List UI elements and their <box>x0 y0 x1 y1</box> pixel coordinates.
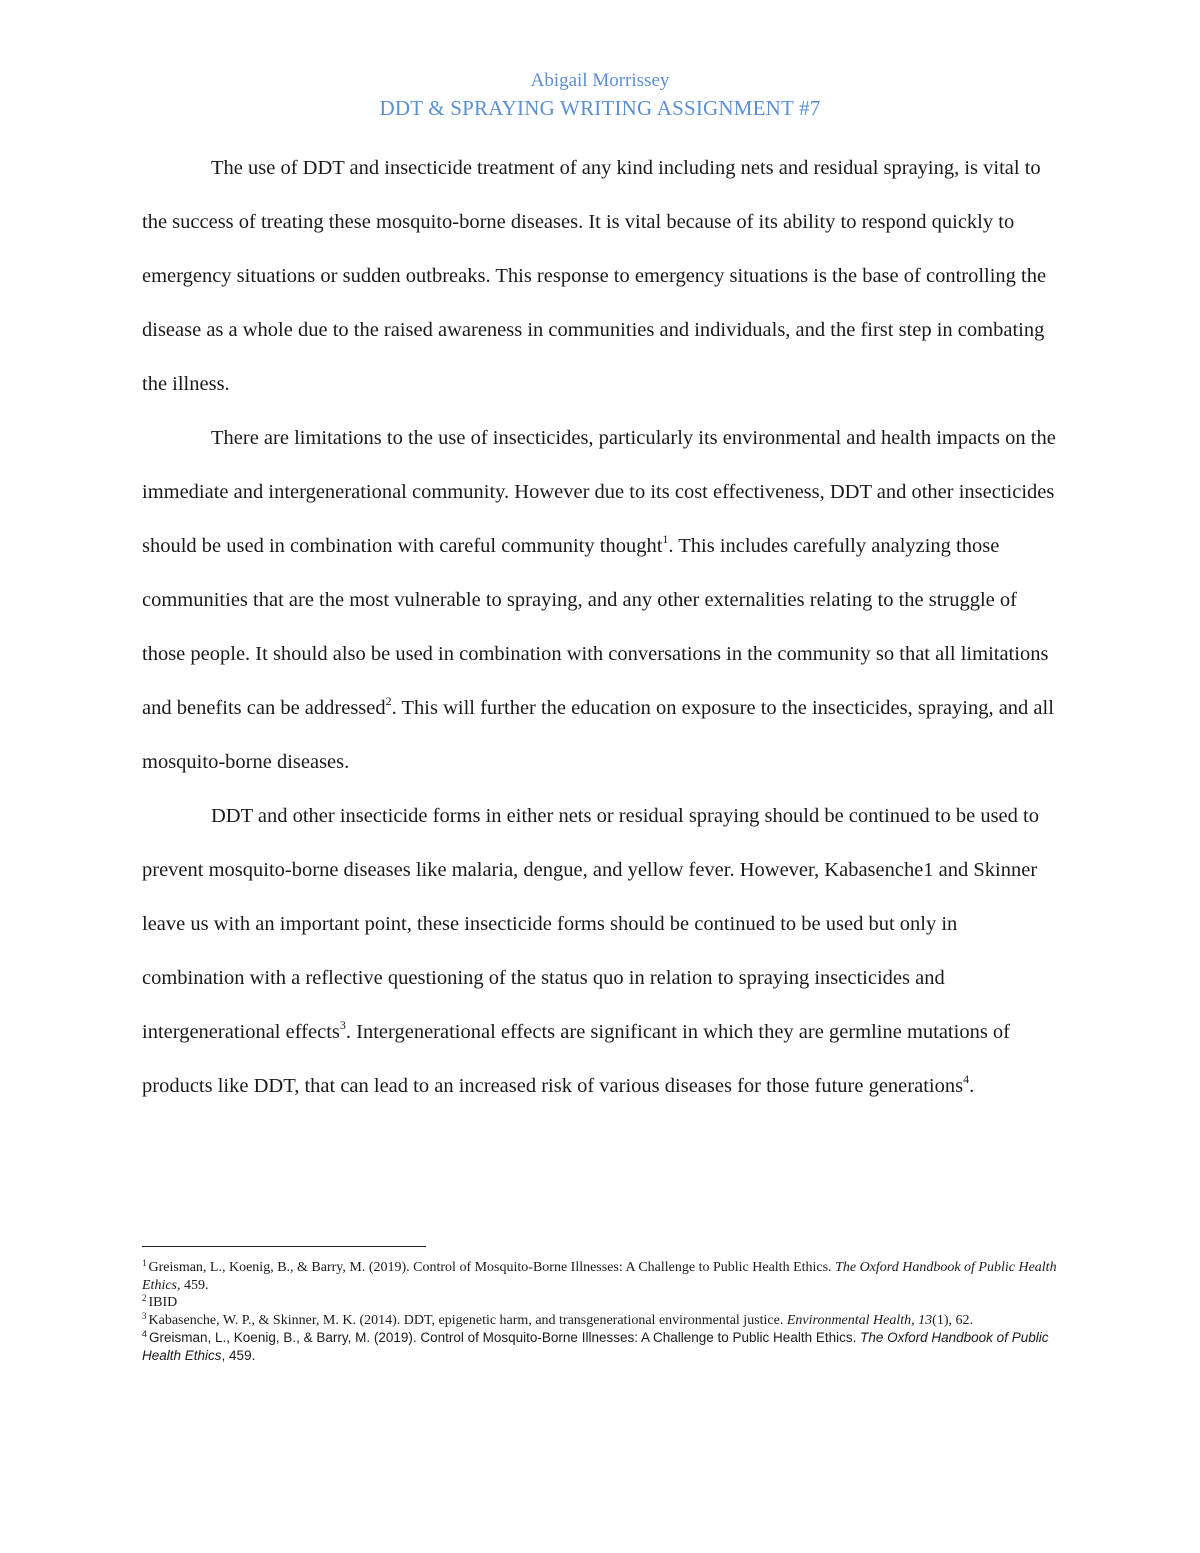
footnote-mark: 3 <box>142 1310 147 1321</box>
footnote-mark: 2 <box>142 1293 147 1303</box>
footnote-2 <box>142 1294 1062 1312</box>
paragraph-1 <box>142 141 1062 411</box>
paragraph-text: . This includes carefully analyzing those communities that are the most vulnerable to spraying, and any other externalities relating to the struggle of those people. It should also be used in combination with conversations in the community so that all limitations and benefits can be addressed <box>142 535 1049 719</box>
paragraph-text: . <box>969 1075 975 1097</box>
footnote-1 <box>142 1259 1062 1294</box>
paragraph-text: The use of DDT and insecticide treatment of any kind including nets and residual spraying, is vital to the success of treating these mosquito-borne diseases. It is vital because of its ability to respond quickly to emergency situations or sudden outbreaks. This response to emergency situations is the base of controlling the disease as a whole due to the raised awareness in communities and individuals, and the first step in combating the illness. <box>142 157 1047 395</box>
footnote-text: Kabasenche, W. P., & Skinner, M. K. (2014). DDT, epigenetic harm, and transgenerational environmental justice. <box>148 1312 787 1328</box>
footnote-text: Greisman, L., Koenig, B., & Barry, M. (2019). Control of Mosquito-Borne Illnesses: A Challenge to Public Health Ethics. <box>149 1330 861 1345</box>
footnote-separator <box>142 1246 426 1247</box>
paragraph-text: There are limitations to the use of insecticides, particularly its environmental and health impacts on the immediate and intergenerational community. However due to its cost effectiveness, DDT and other insecticides should be used in combination with careful community thought <box>142 427 1056 557</box>
footnote-reference[interactable]: 1 <box>662 532 669 546</box>
paragraph-text: . Intergenerational effects are significant in which they are germline mutations of products like DDT, that can lead to an increased risk of various diseases for those future generations <box>142 1021 1010 1097</box>
body-text <box>142 141 1062 1113</box>
paragraph-2 <box>142 411 1062 789</box>
footnote-text-end: , 459. <box>221 1347 256 1363</box>
footnote-text: Greisman, L., Koenig, B., & Barry, M. (2019). Control of Mosquito-Borne Illnesses: A Challenge to Public Health Ethics. <box>148 1260 836 1275</box>
footnote-mark: 1 <box>142 1258 147 1268</box>
footnote-reference[interactable]: 2 <box>385 694 392 708</box>
document-title: DDT & SPRAYING WRITING ASSIGNMENT #7 <box>379 96 821 120</box>
footnote-reference[interactable]: 3 <box>339 1018 346 1032</box>
footnote-text: IBID <box>148 1295 178 1310</box>
footnote-reference[interactable]: 4 <box>963 1072 970 1086</box>
paragraph-text: DDT and other insecticide forms in either nets or residual spraying should be continued to be used to prevent mosquito-borne diseases like malaria, dengue, and yellow fever. However, Kabasenche1 and Skinner leave us with an important point, these insecticide forms should be continued to be used but only in combination with a reflective questioning of the status quo in relation to spraying insecticides and intergenerational effects <box>142 805 1039 1043</box>
footnotes <box>142 1259 1062 1364</box>
paragraph-3 <box>142 789 1062 1113</box>
footnote-source: Environmental Health, 13 <box>786 1312 933 1328</box>
author-name: Abigail Morrissey <box>530 70 670 91</box>
footnote-3 <box>142 1312 1062 1330</box>
footnote-source: The Oxford Handbook of Public Health Ethics <box>142 1330 1049 1363</box>
paragraph-text: . This will further the education on exposure to the insecticides, spraying, and all mosquito-borne diseases. <box>142 697 1054 773</box>
footnote-text-end: (1), 62. <box>932 1312 973 1328</box>
footnote-4 <box>142 1329 1062 1364</box>
footnote-text-end: , 459. <box>177 1277 209 1293</box>
footnote-source: The Oxford Handbook of Public Health Ethics <box>142 1260 1057 1293</box>
footnote-mark: 4 <box>142 1329 148 1339</box>
